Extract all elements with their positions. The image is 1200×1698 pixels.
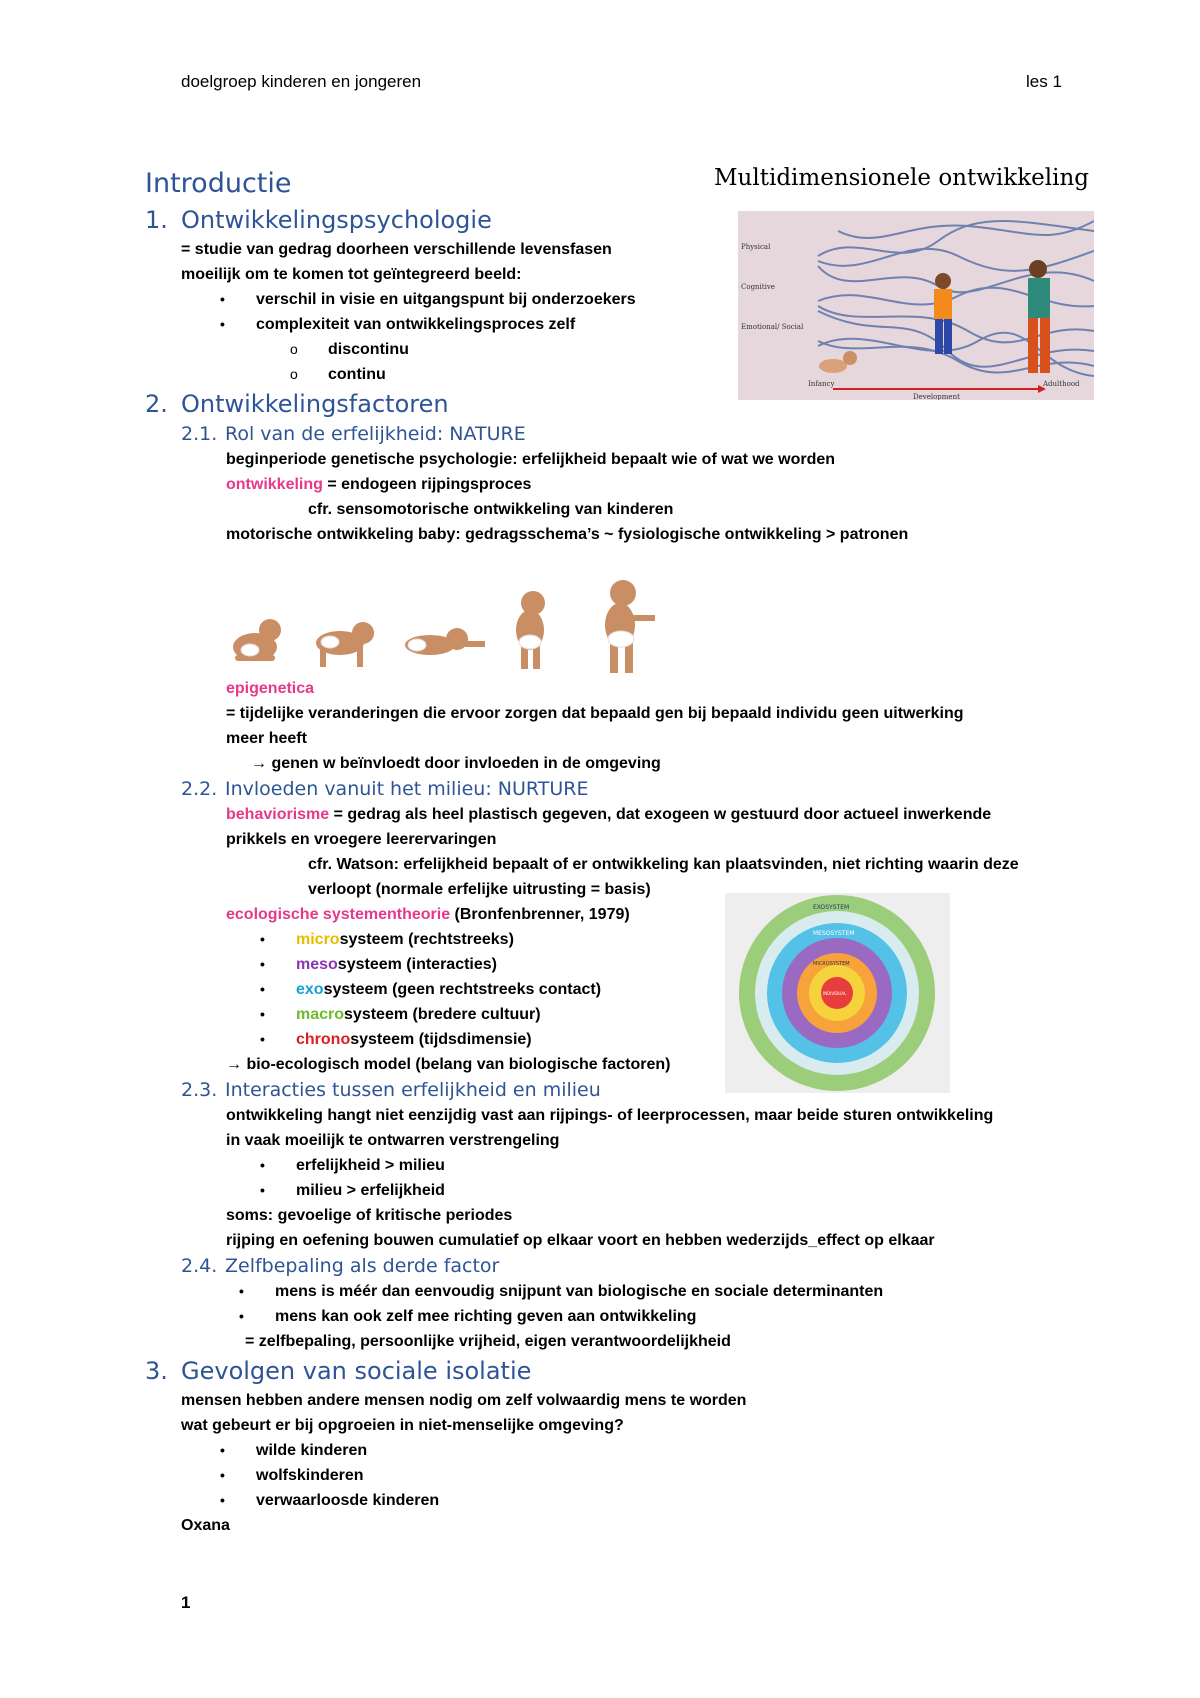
section-3-heading: 3. Gevolgen van sociale isolatie (145, 1357, 532, 1385)
system-bullet-chrono: • chronosysteem (tijdsdimensie) (260, 1031, 532, 1048)
label-emotional: Emotional/ Social (741, 323, 804, 331)
system-bullet-exo: • exosysteem (geen rechtstreeks contact) (260, 981, 602, 998)
s1-bullet: • complexiteit van ontwikkelingsproces zelf (220, 316, 576, 333)
system-bullet-micro: • microsysteem (rechtstreeks) (260, 931, 514, 948)
page-number: 1 (181, 1593, 191, 1612)
label-cognitive: Cognitive (741, 283, 775, 291)
s23-line1: ontwikkeling hangt niet eenzijdig vast aan rijpings- of leerprocessen, maar beide sturen ontwikkeling (226, 1107, 994, 1124)
s22-behaviorism-cont: prikkels en vroegere leerervaringen (226, 831, 497, 848)
s3-bullet: • wilde kinderen (220, 1442, 368, 1459)
s3-bullet: • wolfskinderen (220, 1467, 364, 1484)
figure-title: Multidimensionele ontwikkeling (714, 165, 1090, 191)
bio-ecological-line: → bio-ecologisch model (belang van biologische factoren) (226, 1056, 671, 1073)
s1-subbullet: o continu (290, 366, 386, 383)
epigenetica-def2: meer heeft (226, 730, 307, 747)
system-bullet-macro: • macrosysteem (bredere cultuur) (260, 1006, 541, 1023)
section-2-3-heading: 2.3. Interacties tussen erfelijkheid en milieu (181, 1079, 601, 1101)
s22-watson2: verloopt (normale erfelijke uitrusting = basis) (308, 881, 651, 898)
label-adulthood: Adulthood (1043, 380, 1080, 388)
system-bullet-meso: • mesosysteem (interacties) (260, 956, 497, 973)
s1-line2: moeilijk om te komen tot geïntegreerd beeld: (181, 266, 522, 283)
section-2-heading: 2. Ontwikkelingsfactoren (145, 390, 449, 418)
label-physical: Physical (741, 243, 771, 251)
header-right: les 1 (1026, 72, 1062, 91)
s1-definition: = studie van gedrag doorheen verschillende levensfasen (181, 241, 612, 258)
s21-line4: motorische ontwikkeling baby: gedragsschema’s ~ fysiologische ontwikkeling > patronen (226, 526, 909, 543)
section-2-4-heading: 2.4. Zelfbepaling als derde factor (181, 1255, 500, 1277)
eco-microsystem-label: MICROSYSTEM (813, 961, 850, 967)
eco-individual-label: INDIVIDUAL (823, 991, 847, 996)
s23-line3: soms: gevoelige of kritische periodes (226, 1207, 513, 1224)
s21-line2: ontwikkeling = endogeen rijpingsproces (226, 476, 532, 493)
section-2-1-heading: 2.1. Rol van de erfelijkheid: NATURE (181, 423, 526, 445)
epigenetica-arrow-line: → genen w beïnvloedt door invloeden in de omgeving (251, 755, 661, 772)
s3-line1: mensen hebben andere mensen nodig om zelf volwaardig mens te worden (181, 1392, 747, 1409)
eco-exosystem-label: EXOSYSTEM (813, 904, 850, 911)
s1-bullet: • verschil in visie en uitgangspunt bij onderzoekers (220, 291, 636, 308)
epigenetica-def1: = tijdelijke veranderingen die ervoor zorgen dat bepaald gen bij bepaald individu geen uitwerking (226, 705, 964, 722)
header-left: doelgroep kinderen en jongeren (181, 72, 422, 91)
s23-bullet: • milieu > erfelijkheid (260, 1182, 445, 1199)
intro-title: Introductie (145, 168, 292, 199)
label-development: Development (913, 393, 960, 400)
s23-line4: rijping en oefening bouwen cumulatief op elkaar voort en hebben wederzijds_effect op elkaar (226, 1232, 935, 1249)
s3-line2: wat gebeurt er bij opgroeien in niet-menselijke omgeving? (181, 1417, 624, 1434)
s24-bullet: • mens is méér dan eenvoudig snijpunt van biologische en sociale determinanten (239, 1283, 884, 1300)
label-infancy: Infancy (808, 380, 835, 388)
s22-watson1: cfr. Watson: erfelijkheid bepaalt of er ontwikkeling kan plaatsvinden, niet richting waarin deze (308, 856, 1019, 873)
s22-behaviorism: behaviorisme = gedrag als heel plastisch gegeven, dat exogeen w gestuurd door actueel inwerkende (226, 806, 992, 823)
s24-line1: = zelfbepaling, persoonlijke vrijheid, eigen verantwoordelijkheid (245, 1333, 731, 1350)
s1-subbullet: o discontinu (290, 341, 409, 358)
s24-bullet: • mens kan ook zelf mee richting geven aan ontwikkeling (239, 1308, 697, 1325)
eco-mesosystem-label: MESOSYSTEM (813, 930, 855, 937)
s22-eco: ecologische systementheorie (Bronfenbrenner, 1979) (226, 906, 630, 923)
s23-bullet: • erfelijkheid > milieu (260, 1157, 445, 1174)
s21-line1: beginperiode genetische psychologie: erfelijkheid bepaalt wie of wat we worden (226, 451, 836, 468)
image-spacer (145, 547, 1075, 676)
s3-bullet: • verwaarloosde kinderen (220, 1492, 440, 1509)
section-2-2-heading: 2.2. Invloeden vanuit het milieu: NURTURE (181, 778, 589, 800)
s3-oxana: Oxana (181, 1517, 230, 1534)
section-1-heading: 1. Ontwikkelingspsychologie (145, 206, 492, 234)
s23-line2: in vaak moeilijk te ontwarren verstrengeling (226, 1132, 560, 1149)
s21-line3: cfr. sensomotorische ontwikkeling van kinderen (308, 501, 674, 518)
epigenetica-term: epigenetica (226, 680, 315, 697)
document-body (145, 165, 1075, 1538)
